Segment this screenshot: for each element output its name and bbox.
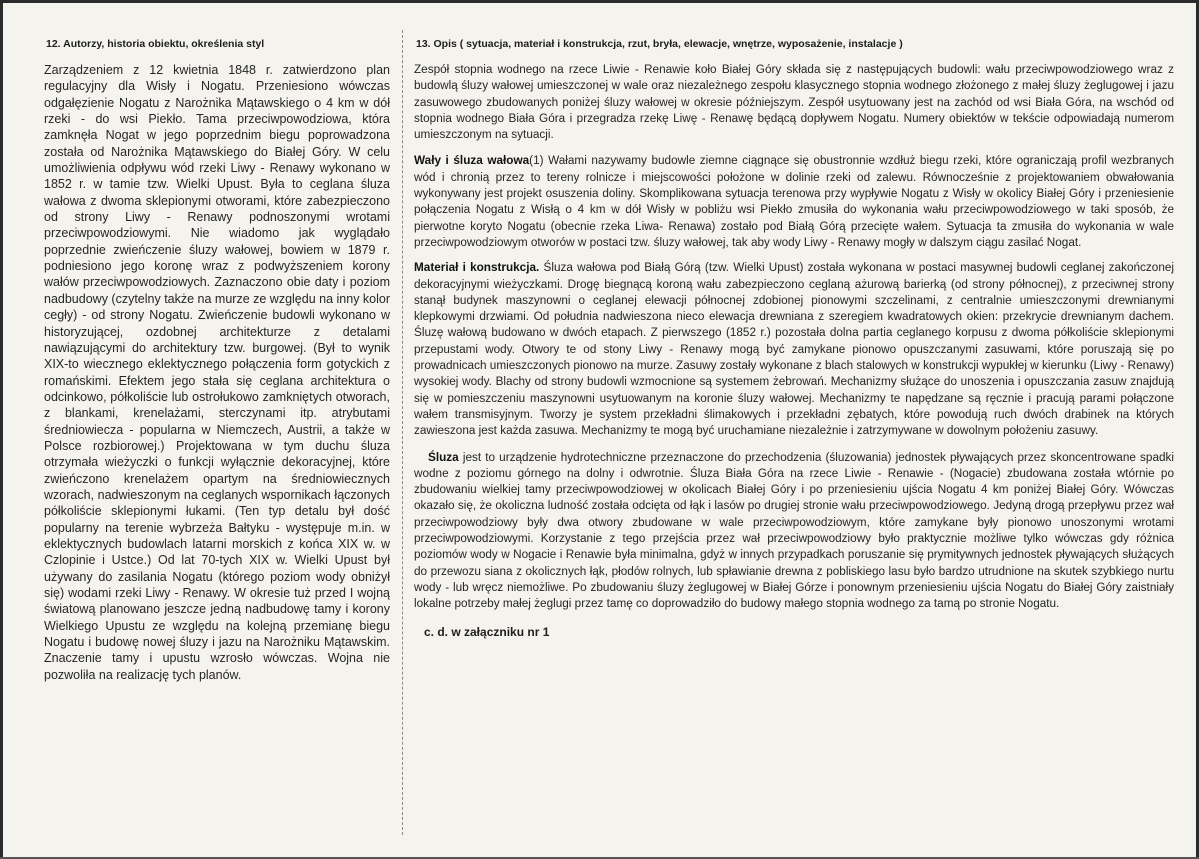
lock-body: jest to urządzenie hydrotechniczne przeznaczone do przechodzenia (śluzowania) jednostek pływających przez skoncentrowane spadki wodne z poziomu górnego na dolny i odwrotnie. Śluza Biała Góra na rzece Liwie - Renawie - (Nogacie) zbudowana została wtórnie po zbudowaniu wielkiej tamy przeciwpowodziowej w okolicach Białej Góry i po przeniesieniu ujścia Nogatu 4 km poniżej Białej Góry. Wówczas okazało się, że okoliczna ludność została odcięta od łąk i lasów po drugiej stronie wału przeciwpowodziowego. Jedyną drogą przepływu przez wał przeciwpowodziowy były dwa otwory zbudowane w wale przeciwpowodziowym, które zamykane były pionowo unoszonymi wrotami przeciwpowodziowymi. Korzystanie z tego przejścia przez wał przeciwpowodziowy było praktycznie możliwe tylko wówczas gdy różnica poziomów wody w Nogacie i Renawie była minimalna, gdyż w innych przypadkach poruszanie się prymitywnych jednostek pływających służących do przewozu siana z okolicznych łąk, płodów rolnych, lub spławianie drewna z pobliskiego lasu było bardzo utrudnione na skutek szybkiego nurtu wody - lub wręcz niemożliwe. Po zbudowaniu śluzy żeglugowej w Białej Górze i ponownym przeniesieniu ujścia Nogatu do Białej Góry zaistniały lokalne potrzeby małej żeglugi przez tamę co doprowadziło do budowy małego stopnia wodnego za tamą po stronie Nogatu. <box>414 450 1174 611</box>
lock-lead: Śluza <box>428 450 459 464</box>
column-divider <box>402 30 404 835</box>
left-column <box>44 38 390 683</box>
left-body: Zarządzeniem z 12 kwietnia 1848 r. zatwierdzono plan regulacyjny dla Wisły i Nogatu. Przeniesiono wówczas odgałęzienie Nogatu z Narożnika Mątawskiego o 4 km w dół rzeki - do wsi Piekło. Tama przeciwpowodziowa, która zamknęła Nogat w jego poprzednim biegu poprowadzona została od Narożnika Mątawskiego do Białej Góry. W celu umożliwienia odpływu wód rzeki Liwy - Renawy wykonano w 1852 r. w tamie tzw. Wielki Upust. Była to ceglana śluza wałowa z dwoma sklepionymi otworami, które zabezpieczono od strony Liwy - Renawy podnoszonymi wrotami przeciwpowodziowymi. Nie wiadomo jak wyglądało poprzednie zwieńczenie śluzy wałowej, bowiem w 1879 r. podniesiono jego koronę wraz z podwyższeniem korony wałów przeciwpowodziowych. Zaznaczono obie daty i poziom nadbudowy (czytelny także na murze ze względu na inny kolor cegły) - od strony Nogatu. Zwieńczenie budowli wykonano w historyzującej, ozdobnej architekturze z detalami nawiązującymi do architektury tzw. burgowej. (Był to wynik XIX-to wiecznego eklektycznego połączenia form gotyckich z romańskimi. Efektem jego stała się ceglana architektura o odcinkowo, półkoliście lub ostrołukowo zamkniętych otworach, z blankami, krenelażami, sterczynami itp. atrybutami średniowiecza - popularna w Niemczech, Austrii, a także w Polsce rozbiorowej.) Projektowana w tym duchu śluza otrzymała wieżyczki o funkcji wyłącznie dekoracyjnej, które zwieńczono krenelażem opartym na średniowiecznych wzorach, nadwieszonym na ceglanych wspornikach łączonych półkoliście sklepionymi łukami. (Ten typ detalu był dość popularny na terenie wybrzeża Bałtyku - występuje m.in. w eklektycznych budowlach latarni morskich z końca XIX w. w Czlopinie i Ustce.) Od lat 70-tych XIX w. Wielki Upust był używany do zasilania Nogatu (którego poziom wody obniżył się) wodami rzeki Liwy - Renawy. W okresie tuż przed I wojną światową planowano jeszcze jedną nadbudowę tamy i korony Wielkiego Upustu ze względu na kolejną przemianę biegu Nogatu i budowę nowej śluzy i jazu na Narożniku Mątawskim. Znaczenie tamy i upustu wzrosło wówczas. Wojna nie pozwoliła na realizację tych planów. <box>44 63 391 682</box>
left-heading: 12. Autorzy, historia obiektu, określenia styl <box>46 38 265 50</box>
lock-paragraph <box>414 450 1174 613</box>
continuation-note: c. d. w załączniku nr 1 <box>424 624 550 639</box>
material-body: Śluza wałowa pod Białą Górą (tzw. Wielki Upust) została wykonana w postaci masywnej budowli ceglanej zakończonej dekoracyjnymi wieżyczkami. Drogę biegnącą koroną wału zabezpieczono ceglaną ażurową barierką (od strony północnej), z przeciwnej strony stanął budynek maszynowni o ceglanej elewacji północnej zdobionej pionowymi szczelinami, z centralnie umieszczonymi drewnianymi klepkowymi drzwiami. Od południa nadwieszona nieco elewacja drewniana z szeregiem kwadratowych okien: przekrycie drewnianym dachem. Śluzę wałową budowano w dwóch etapach. Z pierwszego (1852 r.) pozostała dolna partia ceglanego korpusu z dwoma półkoliście sklepionymi przepustami wody. Otwory te od stony Liwy - Renawy mogą być zamykane pionowo opuszczanymi zasuwami, które poruszają się po prowadnicach umieszczonych pionowo na murze. Zasuwy zostały wykonane z blach stalowych w konstrukcji wypukłej w kierunku (Liwy - Renawy) wysokiej wody. Blachy od strony budowli wzmocnione są systemem żebrowań. Mechanizmy służące do unoszenia i opuszczania zasuw znajdują się w pomieszczeniu maszynowni usytuowanym na koronie śluzy wałowej. Mechanizmy te napędzane są ręcznie i pracują parami połączone wałem transmisyjnym. Tworzy je system przekładni ślimakowych i przekładni zębatych, które powodują ruch dwóch drabinek na których zawieszona jest każda zasuwa. Mechanizmy te mogą być uruchamiane niezależnie i zatrzymywane w dowolnym położeniu zasuwy. <box>414 261 1174 438</box>
page-border-top <box>0 0 1199 3</box>
walls-paragraph <box>414 153 1174 251</box>
page-border-left <box>0 0 3 859</box>
material-paragraph <box>414 260 1174 439</box>
intro-paragraph: Zespół stopnia wodnego na rzece Liwie - Renawie koło Białej Góry składa się z następujących budowli: wału przeciwpowodziowego wraz z budowlą śluzy wałowej umieszczonej w wale oraz niezależnego zespołu klasycznego stopnia wodnego złożonego z małej śluzy żeglugowej i jazu zasuwowego zbudowanych poniżej śluzy wałowej w okresie późniejszym. Zespół usytuowany jest na zachód od wsi Biała Góra, na wschód od stopnia wodnego Biała Góra i przegradza rzekę Liwę - Renawę będącą dopływem Nogatu. Numery obiektów w tekście odpowiadają numerom umieszczonym na sytuacji. <box>414 63 1174 142</box>
material-lead: Materiał i konstrukcja. <box>414 261 540 275</box>
right-column <box>414 38 1174 639</box>
walls-body: (1) Wałami nazywamy budowle ziemne ciągnące się obustronnie wzdłuż biegu rzeki, które ograniczają profil wezbranych wód i chronią przez to tereny rolnicze i miejscowości położone w dolinie rzeki od zalewu. Równocześnie z projektowaniem obwałowania wykonywany jest projekt osuszenia doliny. Skomplikowana sytuacja terenowa przy wypływie Nogatu z Wisły w okolicy Białej Góry i przeniesienie połączenia Nogatu z Wisłą o 4 km w dół Wisły w pobliżu wsi Piekło zmusiła do wykonania wału przeciwpowodziowego w taki sposób, że pierwotne koryto Nogatu (obecnie rzeka Liwa- Renawa) zostało pod Białą Górą przecięte wałem. Sytuacja ta zmusiła do wykonania w wale przeciwpowodziowym otworów w postaci tzw. śluzy wałowej, tak aby wody Liwy - Renawy mogły w dalszym ciągu zasilać Nogat. <box>414 154 1174 249</box>
right-heading: 13. Opis ( sytuacja, materiał i konstrukcja, rzut, bryła, elewacje, wnętrze, wyposażenie, instalacje ) <box>416 38 903 50</box>
walls-lead: Wały i śluza wałowa <box>414 154 530 168</box>
